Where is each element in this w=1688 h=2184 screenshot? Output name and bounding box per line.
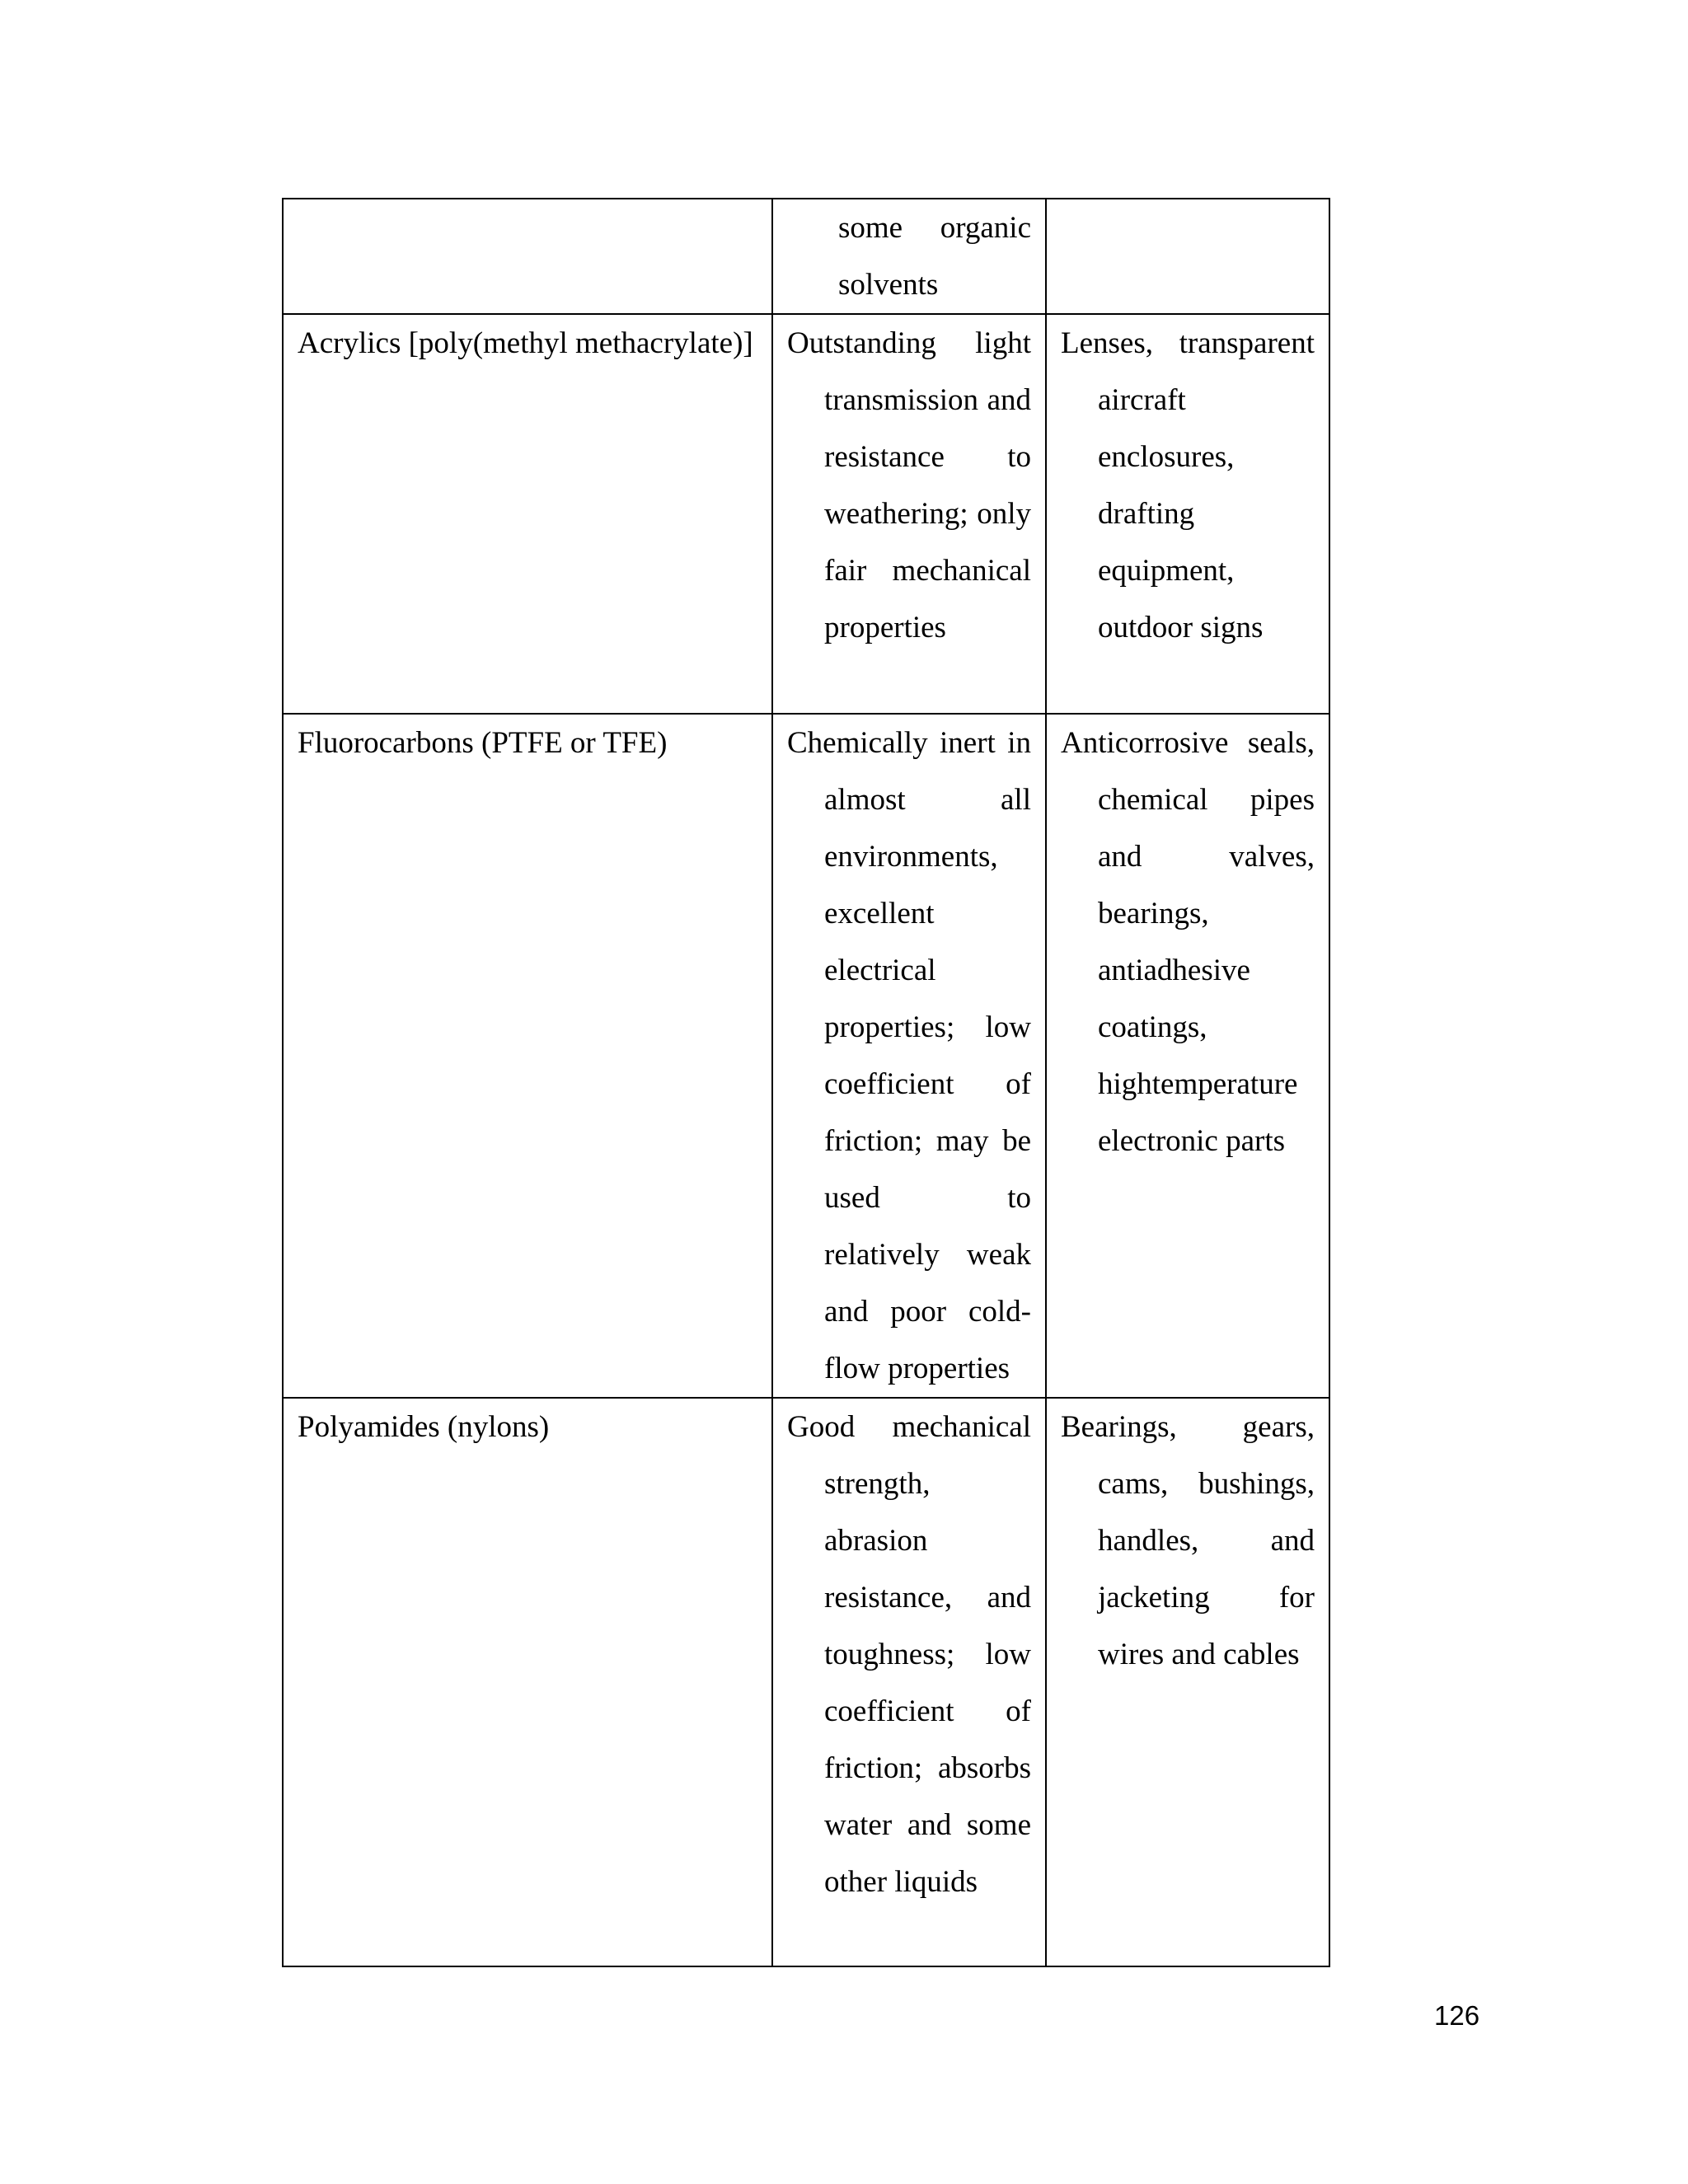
applications-cell [1046, 714, 1329, 1398]
material-name: Acrylics [poly(methyl methacrylate)] [298, 326, 753, 360]
properties-text: Outstanding light transmission and resistance to weathering; only fair mechanical properties [787, 326, 1031, 644]
applications-text: Bearings, gears, cams, bushings, handles, and jacketing for wires and cables [1061, 1410, 1315, 1671]
applications-cell [1046, 314, 1329, 714]
material-name: Fluorocarbons (PTFE or TFE) [298, 726, 668, 760]
applications-cell [1046, 1398, 1329, 1966]
table-row [283, 1398, 1329, 1966]
properties-text: Chemically inert in almost all environments, excellent electrical properties; low coefficient of friction; may be used to relatively weak and poor cold-flow properties [787, 726, 1031, 1385]
material-cell [283, 714, 772, 1398]
material-cell [283, 1398, 772, 1966]
material-cell [283, 199, 772, 314]
page-number: 126 [1434, 2000, 1480, 2031]
properties-cell [772, 1398, 1046, 1966]
applications-cell [1046, 199, 1329, 314]
applications-text: Lenses, transparent aircraft enclosures, drafting equipment, outdoor signs [1061, 326, 1315, 644]
polymer-properties-table [282, 198, 1330, 1967]
table-row [283, 314, 1329, 714]
applications-text: Anticorrosive seals, chemical pipes and valves, bearings, antiadhesive coatings, hightemperature electronic parts [1061, 726, 1315, 1158]
properties-text: some organic solvents [838, 211, 1031, 302]
table-row [283, 714, 1329, 1398]
properties-cell [772, 714, 1046, 1398]
properties-text: Good mechanical strength, abrasion resistance, and toughness; low coefficient of friction; absorbs water and some other liquids [787, 1410, 1031, 1899]
properties-cell [772, 314, 1046, 714]
material-cell [283, 314, 772, 714]
properties-cell [772, 199, 1046, 314]
material-name: Polyamides (nylons) [298, 1410, 550, 1444]
table-row [283, 199, 1329, 314]
